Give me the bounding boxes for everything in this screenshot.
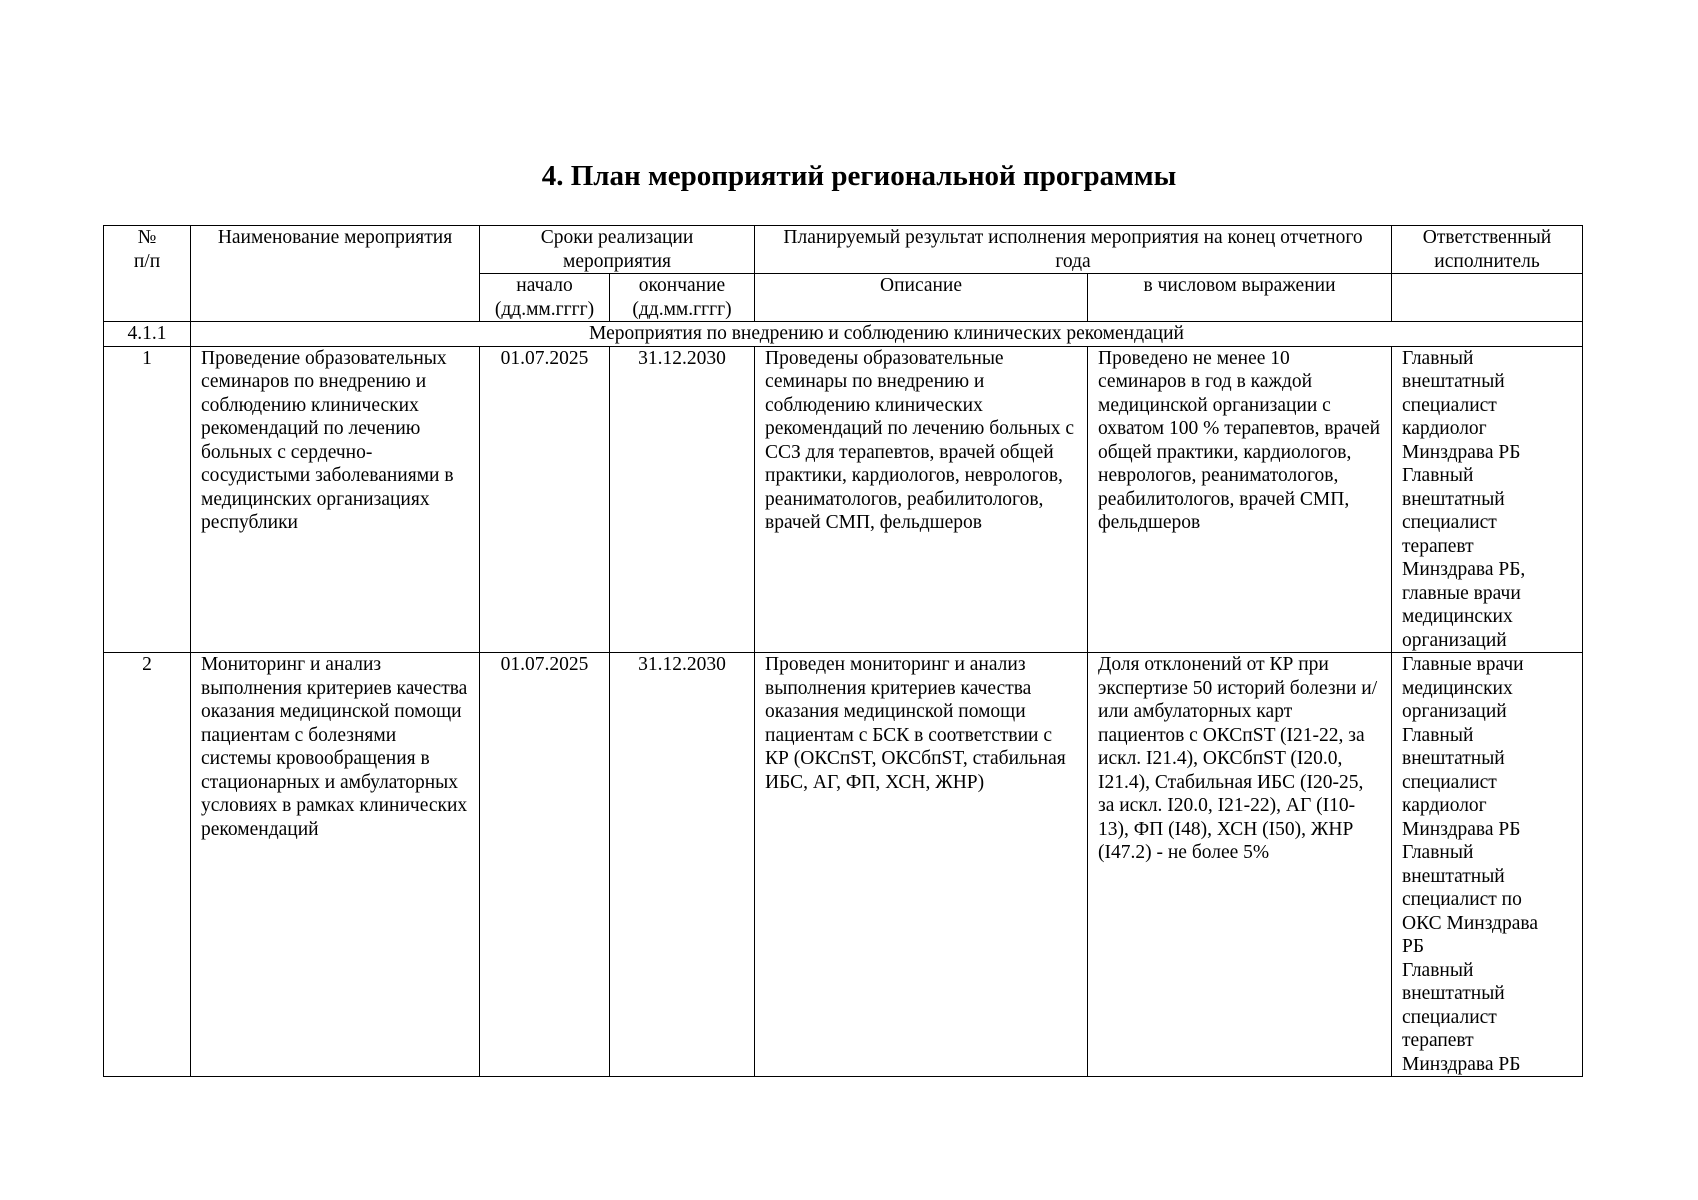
table-row <box>104 346 1583 653</box>
row-event-name: Мониторинг и анализ выполнения критериев качества оказания медицинской помощи пациентам с болезнями системы кровообращения в стационарных и амбулаторных условиях в рамках клинических рекомендаций <box>191 653 480 1077</box>
section-title: Мероприятия по внедрению и соблюдению клинических рекомендаций <box>191 322 1583 347</box>
header-empty-cell <box>1392 274 1583 322</box>
row-numeric-result: Доля отклонений от КР при экспертизе 50 историй болезни и/или амбулаторных карт пациентов с ОКСпST (I21-22, за искл. I21.4), ОКСбпST (I20.0, I21.4), Стабильная ИБС (I20-25, за искл. I20.0, I21-22), АГ (I10-13), ФП (I48), ХСН (I50), ЖНР (I47.2) - не более 5% <box>1088 653 1392 1077</box>
table-row <box>104 653 1583 1077</box>
row-start-date: 01.07.2025 <box>480 346 610 653</box>
row-description: Проведен мониторинг и анализ выполнения критериев качества оказания медицинской помощи пациентам с БСК в соответствии с КР (ОКСпST, ОКСбпST, стабильная ИБС, АГ, ФП, ХСН, ЖНР) <box>755 653 1088 1077</box>
header-planned-result: Планируемый результат исполнения мероприятия на конец отчетного года <box>755 226 1392 274</box>
header-responsible: Ответственный исполнитель <box>1392 226 1583 274</box>
row-numeric-result: Проведено не менее 10 семинаров в год в каждой медицинской организации с охватом 100 % терапевтов, врачей общей практики, кардиологов, неврологов, реаниматологов, реабилитологов, врачей СМП, фельдшеров <box>1088 346 1392 653</box>
header-terms: Сроки реализации мероприятия <box>480 226 755 274</box>
header-end-date: окончание (дд.мм.гггг) <box>610 274 755 322</box>
header-event-name: Наименование мероприятия <box>191 226 480 322</box>
events-plan-table <box>103 225 1583 1077</box>
row-start-date: 01.07.2025 <box>480 653 610 1077</box>
header-description: Описание <box>755 274 1088 322</box>
row-responsible: Главный внештатный специалист кардиолог Минздрава РБ Главный внештатный специалист терапевт Минздрава РБ, главные врачи медицинских организаций <box>1392 346 1583 653</box>
row-event-name: Проведение образовательных семинаров по внедрению и соблюдению клинических рекомендаций по лечению больных с сердечно-сосудистыми заболеваниями в медицинских организациях республики <box>191 346 480 653</box>
row-responsible: Главные врачи медицинских организаций Главный внештатный специалист кардиолог Минздрава РБ Главный внештатный специалист по ОКС Минздрава РБ Главный внештатный специалист терапевт Минздрава РБ <box>1392 653 1583 1077</box>
row-end-date: 31.12.2030 <box>610 653 755 1077</box>
header-numeric: в числовом выражении <box>1088 274 1392 322</box>
row-number: 1 <box>104 346 191 653</box>
header-number: № п/п <box>104 226 191 322</box>
header-start-date: начало (дд.мм.гггг) <box>480 274 610 322</box>
section-code: 4.1.1 <box>104 322 191 347</box>
section-row <box>104 322 1583 347</box>
page-title: 4. План мероприятий региональной программы <box>541 160 1177 192</box>
row-number: 2 <box>104 653 191 1077</box>
table-header-row <box>104 226 1583 274</box>
row-end-date: 31.12.2030 <box>610 346 755 653</box>
row-description: Проведены образовательные семинары по внедрению и соблюдению клинических рекомендаций по лечению больных с ССЗ для терапевтов, врачей общей практики, кардиологов, неврологов, реаниматологов, реабилитологов, врачей СМП, фельдшеров <box>755 346 1088 653</box>
